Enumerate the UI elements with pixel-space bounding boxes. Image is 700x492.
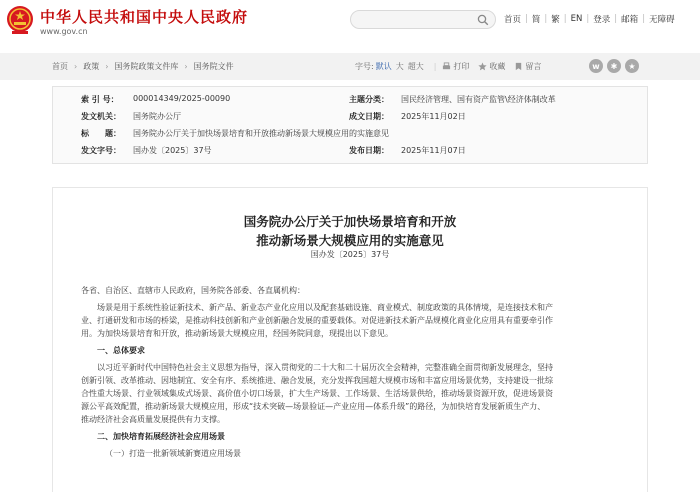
meta-row-index (53, 94, 647, 111)
font-size-default[interactable]: 默认 (375, 62, 392, 71)
wechat-share-icon[interactable]: ✱ (607, 59, 621, 73)
created-date-label: 成文日期： (349, 112, 389, 121)
salutation: 各省、自治区、直辖市人民政府，国务院各部委、各直属机构： (81, 286, 305, 295)
weibo-share-icon[interactable]: w (589, 59, 603, 73)
nav-english-link[interactable]: EN (570, 14, 583, 24)
document-metadata (52, 86, 648, 164)
document-title-line-1: 国务院办公厅关于加快场景培育和开放 (243, 214, 457, 229)
document-number: 国办发〔2025〕37号 (310, 250, 390, 259)
breadcrumb-state-council-docs[interactable]: 国务院文件 (193, 62, 234, 71)
breadcrumb-home[interactable]: 首页 (52, 62, 68, 71)
nav-simplified-link[interactable]: 简 (531, 15, 541, 25)
title-label: 标 题： (81, 129, 121, 138)
nav-divider: | (563, 14, 567, 24)
bookmark-icon (514, 62, 523, 71)
print-button[interactable] (442, 61, 469, 72)
intro-line: 场景是用于系统性验证新技术、新产品、新业态产业化应用以及配套基础设施、商业模式、制度政策的具体情境，是连接技术和产 (97, 303, 553, 312)
issuer-label: 发文机关： (81, 112, 121, 121)
index-number-label: 索 引 号： (81, 95, 119, 104)
page-tools (355, 61, 550, 72)
keep-label: 留言 (525, 62, 542, 71)
search-input[interactable] (359, 13, 469, 26)
print-label: 打印 (453, 62, 470, 71)
title-value: 国务院办公厅关于加快场景培育和开放推动新场景大规模应用的实施意见 (133, 129, 389, 138)
breadcrumb-policy[interactable]: 政策 (83, 62, 100, 71)
search-box[interactable] (350, 10, 496, 29)
nav-divider: | (642, 14, 646, 24)
nav-divider: | (544, 14, 548, 24)
search-icon[interactable] (477, 14, 489, 26)
intro-line: 用。为加快场景培育和开放，推动新场景大规模应用，经国务院同意，现提出以下意见。 (81, 329, 393, 338)
meta-row-issuer (53, 111, 647, 128)
qzone-share-icon[interactable]: ★ (625, 59, 639, 73)
topic-value: 国民经济管理、国有资产监管\经济体制改革 (401, 95, 556, 104)
chevron-right-icon: › (74, 62, 78, 71)
nav-divider: | (525, 14, 528, 24)
body-line: 合性重大场景、行业领域集成式场景、高价值小切口场景，扩大生产场景、工作场景、生活场景供给，推动场景资源开放，促进场景资 (81, 389, 553, 398)
nav-divider: | (586, 14, 590, 24)
publish-date-label: 发布日期： (349, 146, 389, 155)
section-heading: 一、总体要求 (97, 346, 145, 355)
intro-line: 业、打通研发和市场的桥梁，是推动科技创新和产业创新融合发展的重要载体。对促进新技术新产品规模化商业化应用具有重要牵引作 (81, 316, 553, 325)
document-body (52, 187, 648, 492)
nav-divider: | (614, 14, 618, 24)
nav-home-link[interactable]: 首页 (504, 15, 522, 25)
tool-divider: | (433, 62, 437, 71)
site-domain: www.gov.cn (40, 27, 88, 36)
chevron-right-icon: › (184, 62, 188, 71)
breadcrumb-policy-library[interactable]: 国务院政策文件库 (114, 62, 179, 71)
font-size-xlarge[interactable]: 超大 (407, 62, 424, 71)
chevron-right-icon: › (105, 62, 109, 71)
body-line: 创新引领、改革推动、因地制宜、安全有序、系统推进、融合发展，充分发挥我国超大规模市场和丰富应用场景优势，支持建设一批综 (81, 376, 553, 385)
font-size-large[interactable]: 大 (395, 62, 404, 71)
favorite-button[interactable] (478, 61, 505, 72)
section-heading: 二、加快培育拓展经济社会应用场景 (97, 432, 225, 441)
share-icons (589, 59, 643, 73)
body-line: 推动经济社会高质量发展提供有力支撑。 (81, 415, 225, 424)
meta-row-docno (53, 145, 647, 162)
nav-accessibility-link[interactable]: 无障碍 (649, 15, 675, 25)
publish-date-value: 2025年11月07日 (401, 146, 466, 155)
keep-button[interactable] (514, 61, 541, 72)
site-title[interactable]: 中华人民共和国中央人民政府 (40, 8, 249, 26)
document-title-line-2: 推动新场景大规模应用的实施意见 (256, 233, 444, 248)
printer-icon (442, 62, 451, 71)
topic-label: 主题分类： (349, 95, 389, 104)
doc-number-label: 发文字号： (81, 146, 121, 155)
national-emblem-icon[interactable] (6, 5, 34, 35)
nav-traditional-link[interactable]: 繁 (551, 15, 560, 25)
index-number-value: 000014349/2025-00090 (133, 94, 231, 103)
issuer-value: 国务院办公厅 (133, 112, 181, 121)
body-line: 源公平高效配置，推动新场景大规模应用，形成“技术突破—场景验证—产业应用—体系升级”的路径，为加快培育发展新质生产力、 (81, 402, 546, 411)
meta-row-title (53, 128, 647, 145)
site-header (0, 0, 700, 44)
created-date-value: 2025年11月02日 (401, 112, 466, 121)
breadcrumb-bar (0, 53, 700, 80)
top-nav (504, 13, 675, 25)
font-size-label: 字号: (355, 62, 374, 71)
favorite-label: 收藏 (489, 62, 506, 71)
nav-mail-link[interactable]: 邮箱 (621, 15, 639, 25)
nav-login-link[interactable]: 登录 (593, 15, 611, 25)
doc-number-value: 国办发〔2025〕37号 (133, 146, 212, 155)
subsection-heading: （一）打造一批新领域新赛道应用场景 (105, 449, 241, 458)
breadcrumb (52, 61, 234, 72)
body-line: 以习近平新时代中国特色社会主义思想为指导，深入贯彻党的二十大和二十届历次全会精神，完整准确全面贯彻新发展理念，坚持 (97, 363, 553, 372)
star-icon (478, 62, 487, 71)
